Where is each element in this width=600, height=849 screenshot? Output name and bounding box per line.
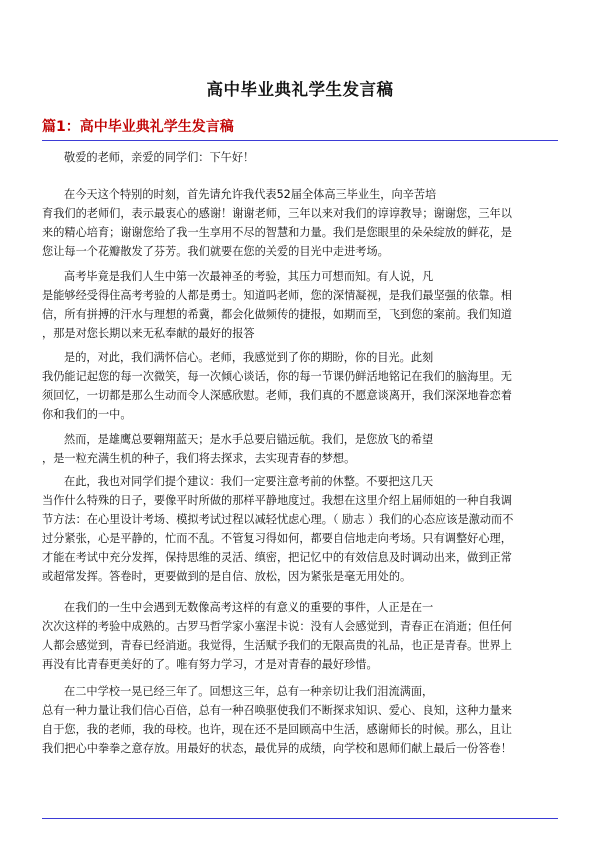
paragraph-confidence [42, 348, 558, 424]
paragraph-line: 节方法：在心里设计考场、模拟考试过程以减轻忧虑心理。（ 励志 ）我们的心态应该是激动而不 [42, 513, 514, 526]
paragraph-line: 在今天这个特别的时刻，首先请允许我代表52届全体高三毕业生，向辛苦培 [64, 188, 437, 201]
paragraph-line: ，是一粒充满生机的种子，我们将去探求，去实现青春的梦想。 [42, 452, 356, 465]
paragraph-line: 或超常发挥。答卷时，更要做到的是自信、放松，因为紧张是毫无用处的。 [42, 570, 412, 583]
paragraph-eagle [42, 430, 558, 468]
paragraph-line: 敬爱的老师，亲爱的同学们：下午好！ [64, 151, 255, 164]
paragraph-line: 当作什么特殊的日子，要像平时所做的那样平静地度过。我想在这里介绍上届师姐的一种自我调 [42, 494, 512, 507]
heading-rule [42, 140, 558, 141]
paragraph-line: 是的，对此，我们满怀信心。老师，我感觉到了你的期盼，你的目光。此刻 [64, 351, 434, 364]
paragraph-greeting [42, 148, 558, 167]
paragraph-line: 在此，我也对同学们提个建议：我们一定要注意考前的休整。不要把这几天 [64, 475, 434, 488]
paragraph-line: 过分紧张，心是平静的，忙而不乱。不管复习得如何，都要自信地走向考场。只有调整好心理， [42, 532, 512, 545]
paragraph-line: 是能够经受得住高考考验的人都是勇士。知道吗老师，您的深情凝视，是我们最坚强的依靠。相 [42, 289, 512, 302]
paragraph-line: 我仍能记起您的每一次微笑，每一次倾心谈话，你的每一节课仍鲜活地铭记在我们的脑海里。无 [42, 370, 512, 383]
paragraph-line: 来的精心培育；谢谢您给了我一生享用不尽的智慧和力量。我们是您眼里的朵朵绽放的鲜花，是 [42, 226, 512, 239]
paragraph-line: 须回忆，一切都是那么生动而令人深感欣慰。老师，我们真的不愿意谈离开，我们深深地眷恋着 [42, 389, 512, 402]
paragraph-line: 再没有比青春更美好的了。唯有努力学习，才是对青春的最好珍惜。 [42, 658, 378, 671]
paragraph-closing [42, 682, 558, 758]
paragraph-thanks [42, 185, 558, 261]
paragraph-line: 育我们的老师们，表示最衷心的感谢！谢谢老师，三年以来对我们的谆谆教导；谢谢您，三年以 [42, 207, 512, 220]
paragraph-line: 自于您，我的老师，我的母校。也许，现在还不是回顾高中生活，感谢师长的时候。那么，且让 [42, 723, 512, 736]
paragraph-line: 你和我们的一中。 [42, 408, 132, 421]
paragraph-exam-pressure [42, 267, 558, 343]
paragraph-line: 总有一种力量让我们信心百倍，总有一种召唤驱使我们不断探求知识、爱心、良知，这种力量来 [42, 704, 512, 717]
document-title: 高中毕业典礼学生发言稿 [206, 80, 394, 99]
paragraph-line: 在二中学校一晃已经三年了。回想这三年，总有一种亲切让我们泪流满面， [64, 685, 434, 698]
paragraph-line: 在我们的一生中会遇到无数像高考这样的有意义的重要的事件，人正是在一 [64, 601, 434, 614]
paragraph-line: 我们把心中拳拳之意存放。用最好的状态，最优异的成绩，向学校和恩师们献上最后一份答卷！ [42, 742, 512, 755]
paragraph-line: 然而，是雄鹰总要翱翔蓝天；是水手总要启锚远航。我们，是您放飞的希望 [64, 433, 434, 446]
paragraph-line: 才能在考试中充分发挥，保持思维的灵活、缜密，把记忆中的有效信息及时调动出来，做到正常 [42, 551, 512, 564]
paragraph-line: 信，所有拼搏的汗水与理想的希冀，都会化做频传的捷报，如期而至，飞到您的案前。我们知道 [42, 308, 512, 321]
paragraph-line: 您让每一个花瓣散发了芬芳。我们就要在您的关爱的目光中走进考场。 [42, 245, 389, 258]
paragraph-line: 次次这样的考验中成熟的。古罗马哲学家小塞涅卡说：没有人会感觉到，青春正在消逝；但任何 [42, 620, 512, 633]
paragraph-line: ，那是对您长期以来无私奉献的最好的报答 [42, 327, 255, 340]
footer-rule [42, 818, 558, 819]
paragraph-line: 人都会感觉到，青春已经消逝。我觉得，生活赋予我们的无限高贵的礼品，也正是青春。世界上 [42, 639, 512, 652]
paragraph-advice [42, 472, 558, 586]
paragraph-line: 高考毕竟是我们人生中第一次最神圣的考验，其压力可想而知。有人说，凡 [64, 270, 434, 283]
section-heading: 篇1：高中毕业典礼学生发言稿 [42, 119, 234, 135]
paragraph-youth [42, 598, 558, 674]
